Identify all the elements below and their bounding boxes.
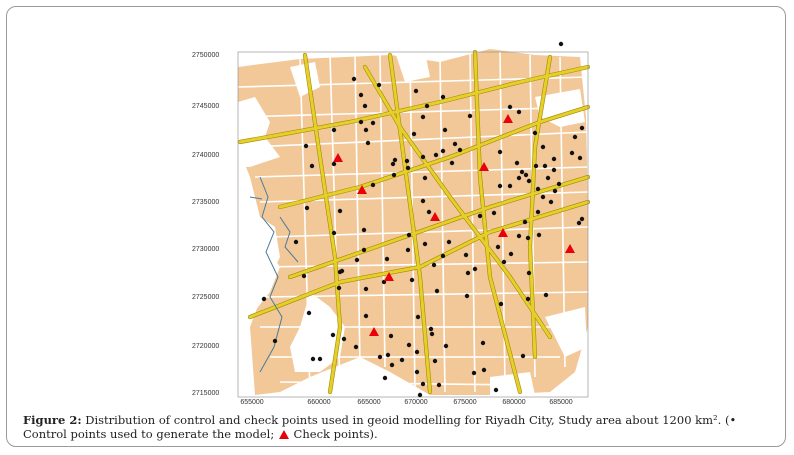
- control-point: [527, 179, 531, 183]
- control-point: [305, 206, 309, 210]
- control-point: [406, 166, 410, 170]
- control-point: [352, 77, 356, 81]
- control-point: [389, 334, 393, 338]
- control-point: [458, 148, 462, 152]
- control-point: [364, 314, 368, 318]
- y-tick-label: 2740000: [192, 152, 220, 159]
- control-point: [400, 358, 404, 362]
- control-point: [441, 149, 445, 153]
- control-point: [423, 176, 427, 180]
- control-point: [342, 337, 346, 341]
- control-point: [524, 173, 528, 177]
- control-point: [359, 93, 363, 97]
- control-point: [481, 341, 485, 345]
- check-point-legend-icon: [279, 430, 289, 439]
- control-point: [543, 164, 547, 168]
- control-point: [517, 110, 521, 114]
- control-point: [541, 195, 545, 199]
- y-tick-label: 2745000: [192, 103, 220, 110]
- control-point: [559, 42, 563, 46]
- control-point: [578, 156, 582, 160]
- control-point: [499, 302, 503, 306]
- control-point: [502, 260, 506, 264]
- control-point: [464, 253, 468, 257]
- control-point: [541, 145, 545, 149]
- control-point: [390, 363, 394, 367]
- x-tick-label: 675000: [453, 399, 477, 406]
- control-point: [310, 164, 314, 168]
- control-point: [262, 297, 266, 301]
- control-point: [423, 242, 427, 246]
- control-point: [386, 353, 390, 357]
- control-point: [421, 199, 425, 203]
- control-point: [517, 176, 521, 180]
- control-point: [364, 287, 368, 291]
- control-point: [433, 359, 437, 363]
- y-axis: [192, 52, 219, 397]
- control-point: [496, 245, 500, 249]
- control-point: [527, 271, 531, 275]
- control-point: [434, 153, 438, 157]
- control-point: [498, 184, 502, 188]
- control-point: [509, 252, 513, 256]
- control-point: [553, 189, 557, 193]
- control-point: [544, 293, 548, 297]
- control-point: [573, 135, 577, 139]
- control-point: [406, 248, 410, 252]
- control-point: [557, 182, 561, 186]
- control-point: [580, 217, 584, 221]
- control-point: [304, 144, 308, 148]
- control-point: [549, 200, 553, 204]
- control-point: [416, 315, 420, 319]
- control-point: [492, 211, 496, 215]
- x-tick-label: 665000: [357, 399, 381, 406]
- control-point: [430, 332, 434, 336]
- control-point: [391, 162, 395, 166]
- control-point: [425, 104, 429, 108]
- x-axis: [240, 399, 572, 406]
- control-point: [552, 168, 556, 172]
- control-point: [441, 254, 445, 258]
- control-point: [332, 128, 336, 132]
- control-point: [577, 221, 581, 225]
- control-point: [435, 289, 439, 293]
- control-point: [515, 161, 519, 165]
- control-point: [418, 393, 422, 397]
- control-point: [377, 83, 381, 87]
- control-point: [414, 89, 418, 93]
- control-point: [371, 121, 375, 125]
- control-point: [472, 371, 476, 375]
- x-tick-label: 660000: [307, 399, 331, 406]
- control-point: [517, 234, 521, 238]
- control-point: [580, 126, 584, 130]
- control-point: [354, 345, 358, 349]
- control-point: [427, 210, 431, 214]
- control-point: [437, 383, 441, 387]
- control-point: [421, 115, 425, 119]
- control-point: [494, 388, 498, 392]
- control-point: [466, 271, 470, 275]
- control-point: [508, 184, 512, 188]
- control-point: [443, 128, 447, 132]
- control-point: [520, 170, 524, 174]
- caption-text: Distribution of control and check points used in geoid modelling for Riyadh City, Study area about 1200 km². (• Control points used to generate the model;: [23, 413, 737, 441]
- control-point: [359, 120, 363, 124]
- control-point: [340, 269, 344, 273]
- control-point: [311, 357, 315, 361]
- control-point: [468, 114, 472, 118]
- control-point: [421, 155, 425, 159]
- control-point: [331, 333, 335, 337]
- control-point: [473, 267, 477, 271]
- control-point: [526, 236, 530, 240]
- control-point: [410, 278, 414, 282]
- control-point: [441, 95, 445, 99]
- x-tick-label: 680000: [502, 399, 526, 406]
- control-point: [478, 214, 482, 218]
- control-point: [412, 132, 416, 136]
- control-point: [534, 164, 538, 168]
- caption-end: Check points).: [289, 427, 378, 441]
- control-point: [482, 368, 486, 372]
- control-point: [318, 357, 322, 361]
- control-point: [385, 257, 389, 261]
- control-point: [393, 158, 397, 162]
- y-tick-label: 2725000: [192, 294, 220, 301]
- control-point: [521, 354, 525, 358]
- control-point: [392, 173, 396, 177]
- control-point: [546, 176, 550, 180]
- control-point: [307, 311, 311, 315]
- control-point: [378, 355, 382, 359]
- control-point: [429, 327, 433, 331]
- control-point: [537, 233, 541, 237]
- control-point: [294, 240, 298, 244]
- control-point: [362, 228, 366, 232]
- control-point: [444, 344, 448, 348]
- caption-label: Figure 2:: [23, 413, 82, 427]
- control-point: [364, 128, 368, 132]
- control-point: [337, 286, 341, 290]
- y-tick-label: 2750000: [192, 52, 220, 59]
- x-tick-label: 655000: [240, 399, 264, 406]
- control-point: [407, 343, 411, 347]
- control-point: [407, 233, 411, 237]
- figure-frame: [6, 6, 786, 447]
- control-point: [570, 151, 574, 155]
- control-point: [338, 209, 342, 213]
- x-tick-label: 685000: [549, 399, 573, 406]
- control-point: [366, 141, 370, 145]
- map-area: [190, 27, 590, 407]
- control-point: [523, 220, 527, 224]
- y-tick-label: 2730000: [192, 246, 220, 253]
- x-tick-label: 670000: [404, 399, 428, 406]
- y-tick-label: 2715000: [192, 390, 220, 397]
- control-point: [432, 263, 436, 267]
- control-point: [405, 159, 409, 163]
- control-point: [536, 187, 540, 191]
- y-tick-label: 2720000: [192, 343, 220, 350]
- control-point: [332, 231, 336, 235]
- control-point: [273, 339, 277, 343]
- figure-caption: [23, 413, 783, 441]
- control-point: [453, 142, 457, 146]
- control-point: [415, 370, 419, 374]
- y-tick-label: 2735000: [192, 199, 220, 206]
- control-point: [498, 150, 502, 154]
- control-point: [447, 240, 451, 244]
- control-point: [536, 210, 540, 214]
- control-point: [533, 131, 537, 135]
- control-point: [450, 161, 454, 165]
- control-point: [526, 297, 530, 301]
- control-point: [355, 258, 359, 262]
- control-point: [371, 183, 375, 187]
- control-point: [508, 105, 512, 109]
- control-point: [421, 382, 425, 386]
- control-point: [362, 248, 366, 252]
- control-point: [302, 274, 306, 278]
- control-point: [332, 162, 336, 166]
- control-point: [465, 294, 469, 298]
- control-point: [552, 157, 556, 161]
- control-point: [415, 350, 419, 354]
- control-point: [363, 104, 367, 108]
- map-svg: [190, 27, 590, 407]
- control-point: [383, 376, 387, 380]
